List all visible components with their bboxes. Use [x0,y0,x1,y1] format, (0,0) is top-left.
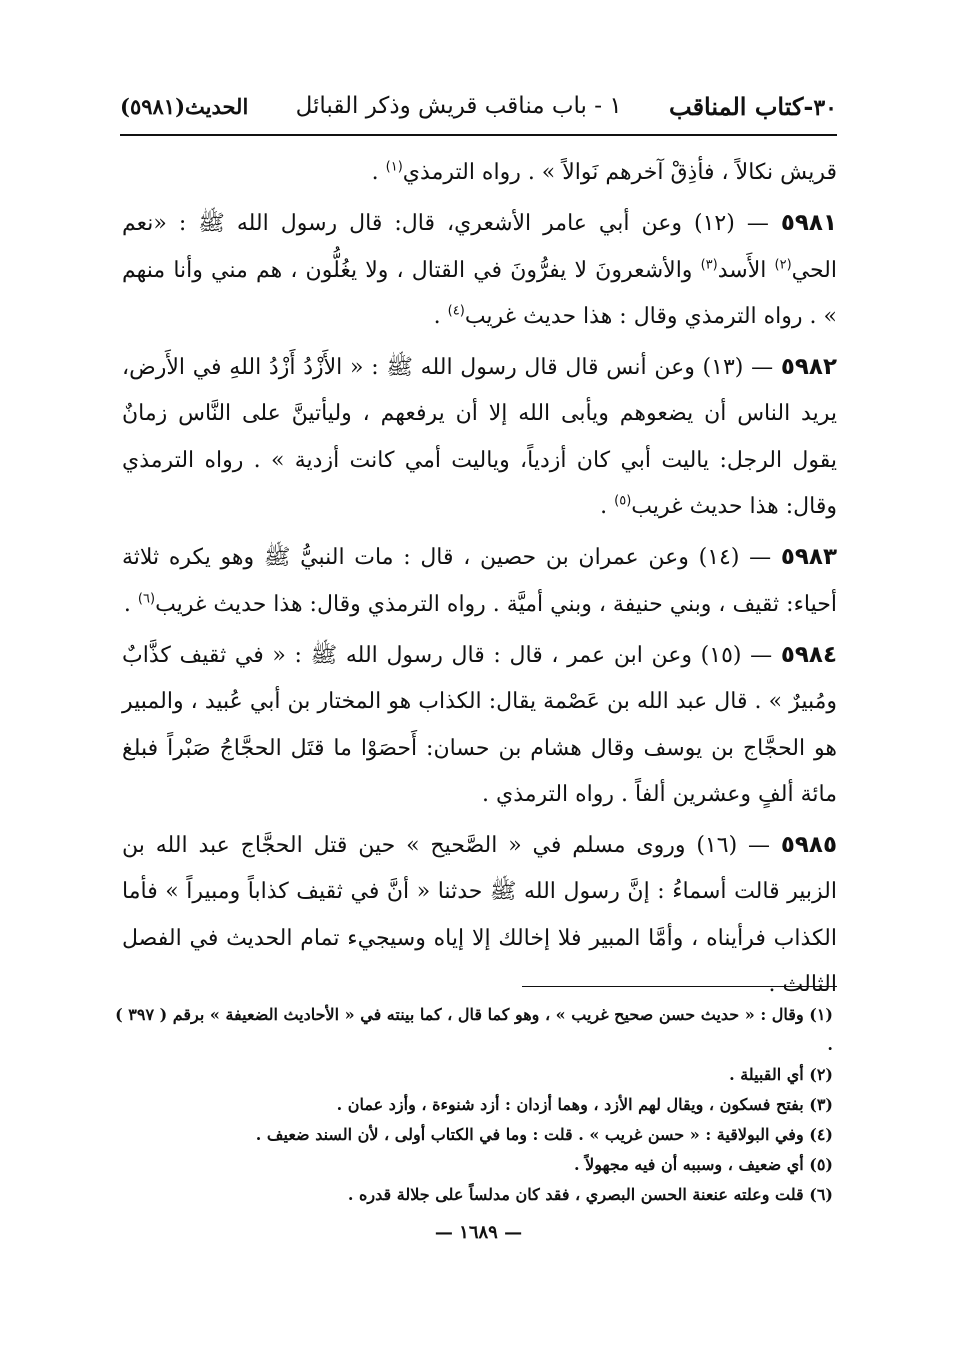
paragraph-text: الأَسد [717,257,775,283]
paragraph-tail: . [600,494,615,520]
hadith-reference: الحديث(٥٩٨١) [120,93,249,119]
header-divider [120,134,837,136]
paragraph-text: — (١٤) وعن عمران بن حصين ، قال : مات النبيُّ ﷺ وهو يكره ثلاثة أحياء: ثقيف ، وبني حنيفة ، وبني أميَّة . رواه الترمذي وقال: هذا حديث غريب [122,545,837,617]
hadith-5982 [122,344,837,530]
hadith-number: ٥٩٨٢ [780,354,837,381]
footnote-3: (٣) بفتح فسكون ، ويقال لهم الأزد ، وهما أزدان : أزد شنوءة ، وأزد عمان . [336,1095,833,1114]
footnote-marker[interactable]: (١) [385,159,403,175]
hadith-5984 [122,632,837,818]
chapter-number: ٣٠ [813,94,837,121]
footnote-marker[interactable]: (٣) [700,257,718,273]
footnote-divider [522,986,837,987]
footnote-2: (٢) أي القبيلة . [729,1065,833,1084]
paragraph-text: — (١٥) وعن ابن عمر ، قال : قال رسول الله ﷺ : « في ثقيف كذَّابٌ ومُبيرٌ » . قال عبد الله بن عَصْمة يقال: الكذاب هو المختار بن أبي عُبيد ، والمبير هو الحجَّاج بن يوسف وقال هشام بن حسان: أَحصَوْا ما قتَل الحجَّاجُ صَبْراً فبلغ مائة ألفٍ وعشرين ألفاً . رواه الترمذي . [122,642,837,807]
footnote-6: (٦) قلت وعلته عنعنة الحسن البصري ، فقد كان مدلساً على جلالة قدره . [347,1185,833,1204]
hadith-5983 [122,534,837,628]
main-text [122,150,837,1008]
footnote-marker[interactable]: (٥) [614,493,632,509]
footnote-marker[interactable]: (٤) [447,303,465,319]
footnote-5: (٥) أي ضعيف ، وسببه أن فيه مجهولاً . [574,1155,833,1174]
chapter-heading [669,92,837,121]
hadith-number: ٥٩٨٤ [780,641,837,668]
page-number: — ١٦٨٩ — [434,1222,523,1243]
paragraph-continuation [122,150,837,196]
hadith-5985 [122,822,837,1008]
section-title: ١ - باب مناقب قريش وذكر القبائل [295,93,622,119]
footnotes [112,1000,833,1210]
paragraph-text: قريش نكالاً ، فأذِقْ آخرهم نَوالاً » . رواه الترمذي [402,160,837,185]
paragraph-text: — (١٦) وروى مسلم في « الصَّحيح » حين قتل الحجَّاج عبد الله بن الزبير قالت أسماءُ : إنَّ رسول الله ﷺ حدثنا « أنَّ في ثقيف كذاباً ومبيراً » فأما الكذاب فرأيناه ، وأمَّا المبير فلا إخالك إلا إياه وسيجيء تمام الحديث في الفصل الثالث . [122,833,837,998]
paragraph-tail: والأشعرونَ لا يفرُّونَ في القتال ، ولا يغُلُّون ، هم مني وأنا منهم » . رواه الترمذي وقال : هذا حديث غريب [122,257,837,329]
hadith-number: ٥٩٨٣ [780,544,837,571]
footnote-4: (٤) وفي البولاقية : « حسن غريب » . قلت : وما في الكتاب أولى ، لأن السند ضعيف . [255,1125,833,1144]
paragraph-tail: . [371,160,386,185]
paragraph-tail: . [433,303,448,329]
chapter-title: -كتاب المناقب [669,91,814,121]
hadith-number: ٥٩٨١ [780,210,837,237]
footnote-marker[interactable]: (٢) [774,257,792,273]
hadith-5981 [122,200,837,340]
footnote-1: (١) وقال : « حديث حسن صحيح غريب » ، وهو كما قال ، كما بينته في « الأحاديث الضعيفة » برقم ( ٣٩٧ ) . [115,1005,833,1054]
hadith-number: ٥٩٨٥ [780,832,838,859]
paragraph-tail: . [123,591,138,617]
running-header [120,82,837,130]
footnote-marker[interactable]: (٦) [137,591,156,607]
paragraph-text: — (١٢) وعن أبي عامر الأشعري، قال: قال رسول الله ﷺ : «نعم الحي [122,211,837,283]
paragraph-text: — (١٣) وعن أنس قال قال رسول الله ﷺ : « الأَزْدُ أَزْدُ اللهِ في الأَرض، يريد الناس أن يضعوهم ويأبى الله إلا أن يرفعهم ، وليأتينَّ على النَّاس زمانٌ يقول الرجل: ياليت أبي كان أزدياً، وياليت أمي كانت أزدية » . رواه الترمذي وقال: هذا حديث غريب [122,355,837,520]
